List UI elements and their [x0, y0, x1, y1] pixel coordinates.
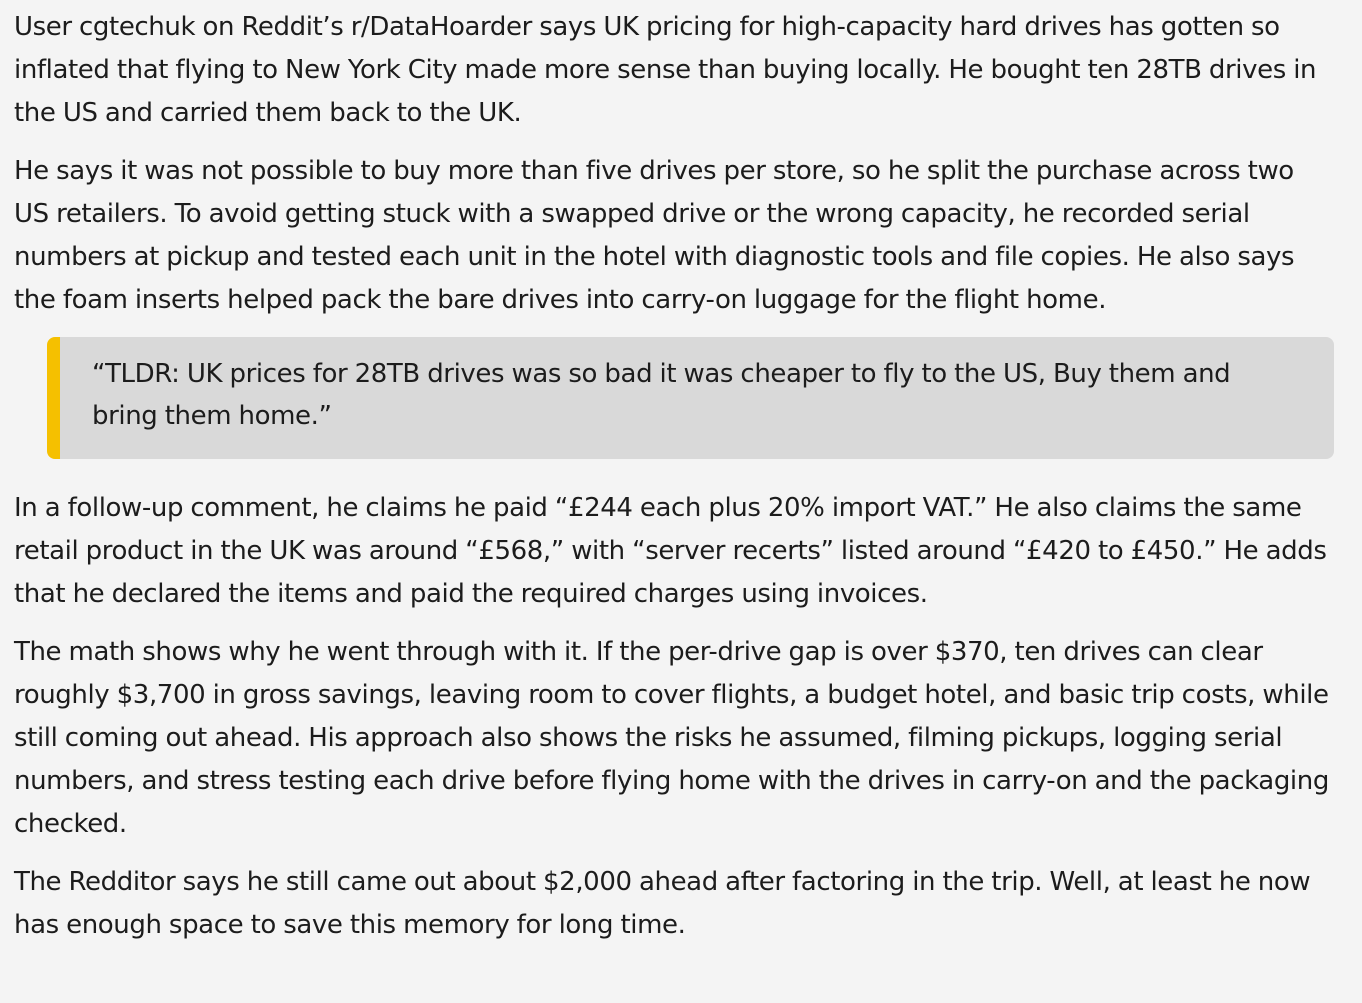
- paragraph-pricing: In a follow-up comment, he claims he paid “£244 each plus 20% import VAT.” He also claims the same retail product in the UK was around “£568,” with “server recerts” listed around “£420 to £450.” He adds that he declared the items and paid the required charges using invoices.: [14, 493, 1327, 609]
- paragraph-purchase-details: He says it was not possible to buy more than five drives per store, so he split the purchase across two US retailers. To avoid getting stuck with a swapped drive or the wrong capacity, he recorded serial numbers at pickup and tested each unit in the hotel with diagnostic tools and file copies. He also says the foam inserts helped pack the bare drives into carry-on luggage for the flight home.: [14, 156, 1295, 315]
- blockquote-text: “TLDR: UK prices for 28TB drives was so bad it was cheaper to fly to the US, Buy them and bring them home.”: [92, 359, 1231, 431]
- paragraph-intro: User cgtechuk on Reddit’s r/DataHoarder says UK pricing for high-capacity hard drives has gotten so inflated that flying to New York City made more sense than buying locally. He bought ten 28TB drives in the US and carried them back to the UK.: [14, 12, 1317, 128]
- paragraph-conclusion: The Redditor says he still came out about $2,000 ahead after factoring in the trip. Well, at least he now has enough space to save this memory for long time.: [14, 867, 1311, 940]
- paragraph-math: The math shows why he went through with it. If the per-drive gap is over $370, ten drives can clear roughly $3,700 in gross savings, leaving room to cover flights, a budget hotel, and basic trip costs, while still coming out ahead. His approach also shows the risks he assumed, filming pickups, logging serial numbers, and stress testing each drive before flying home with the drives in carry-on and the packaging checked.: [14, 637, 1329, 839]
- tldr-blockquote: [47, 337, 1334, 459]
